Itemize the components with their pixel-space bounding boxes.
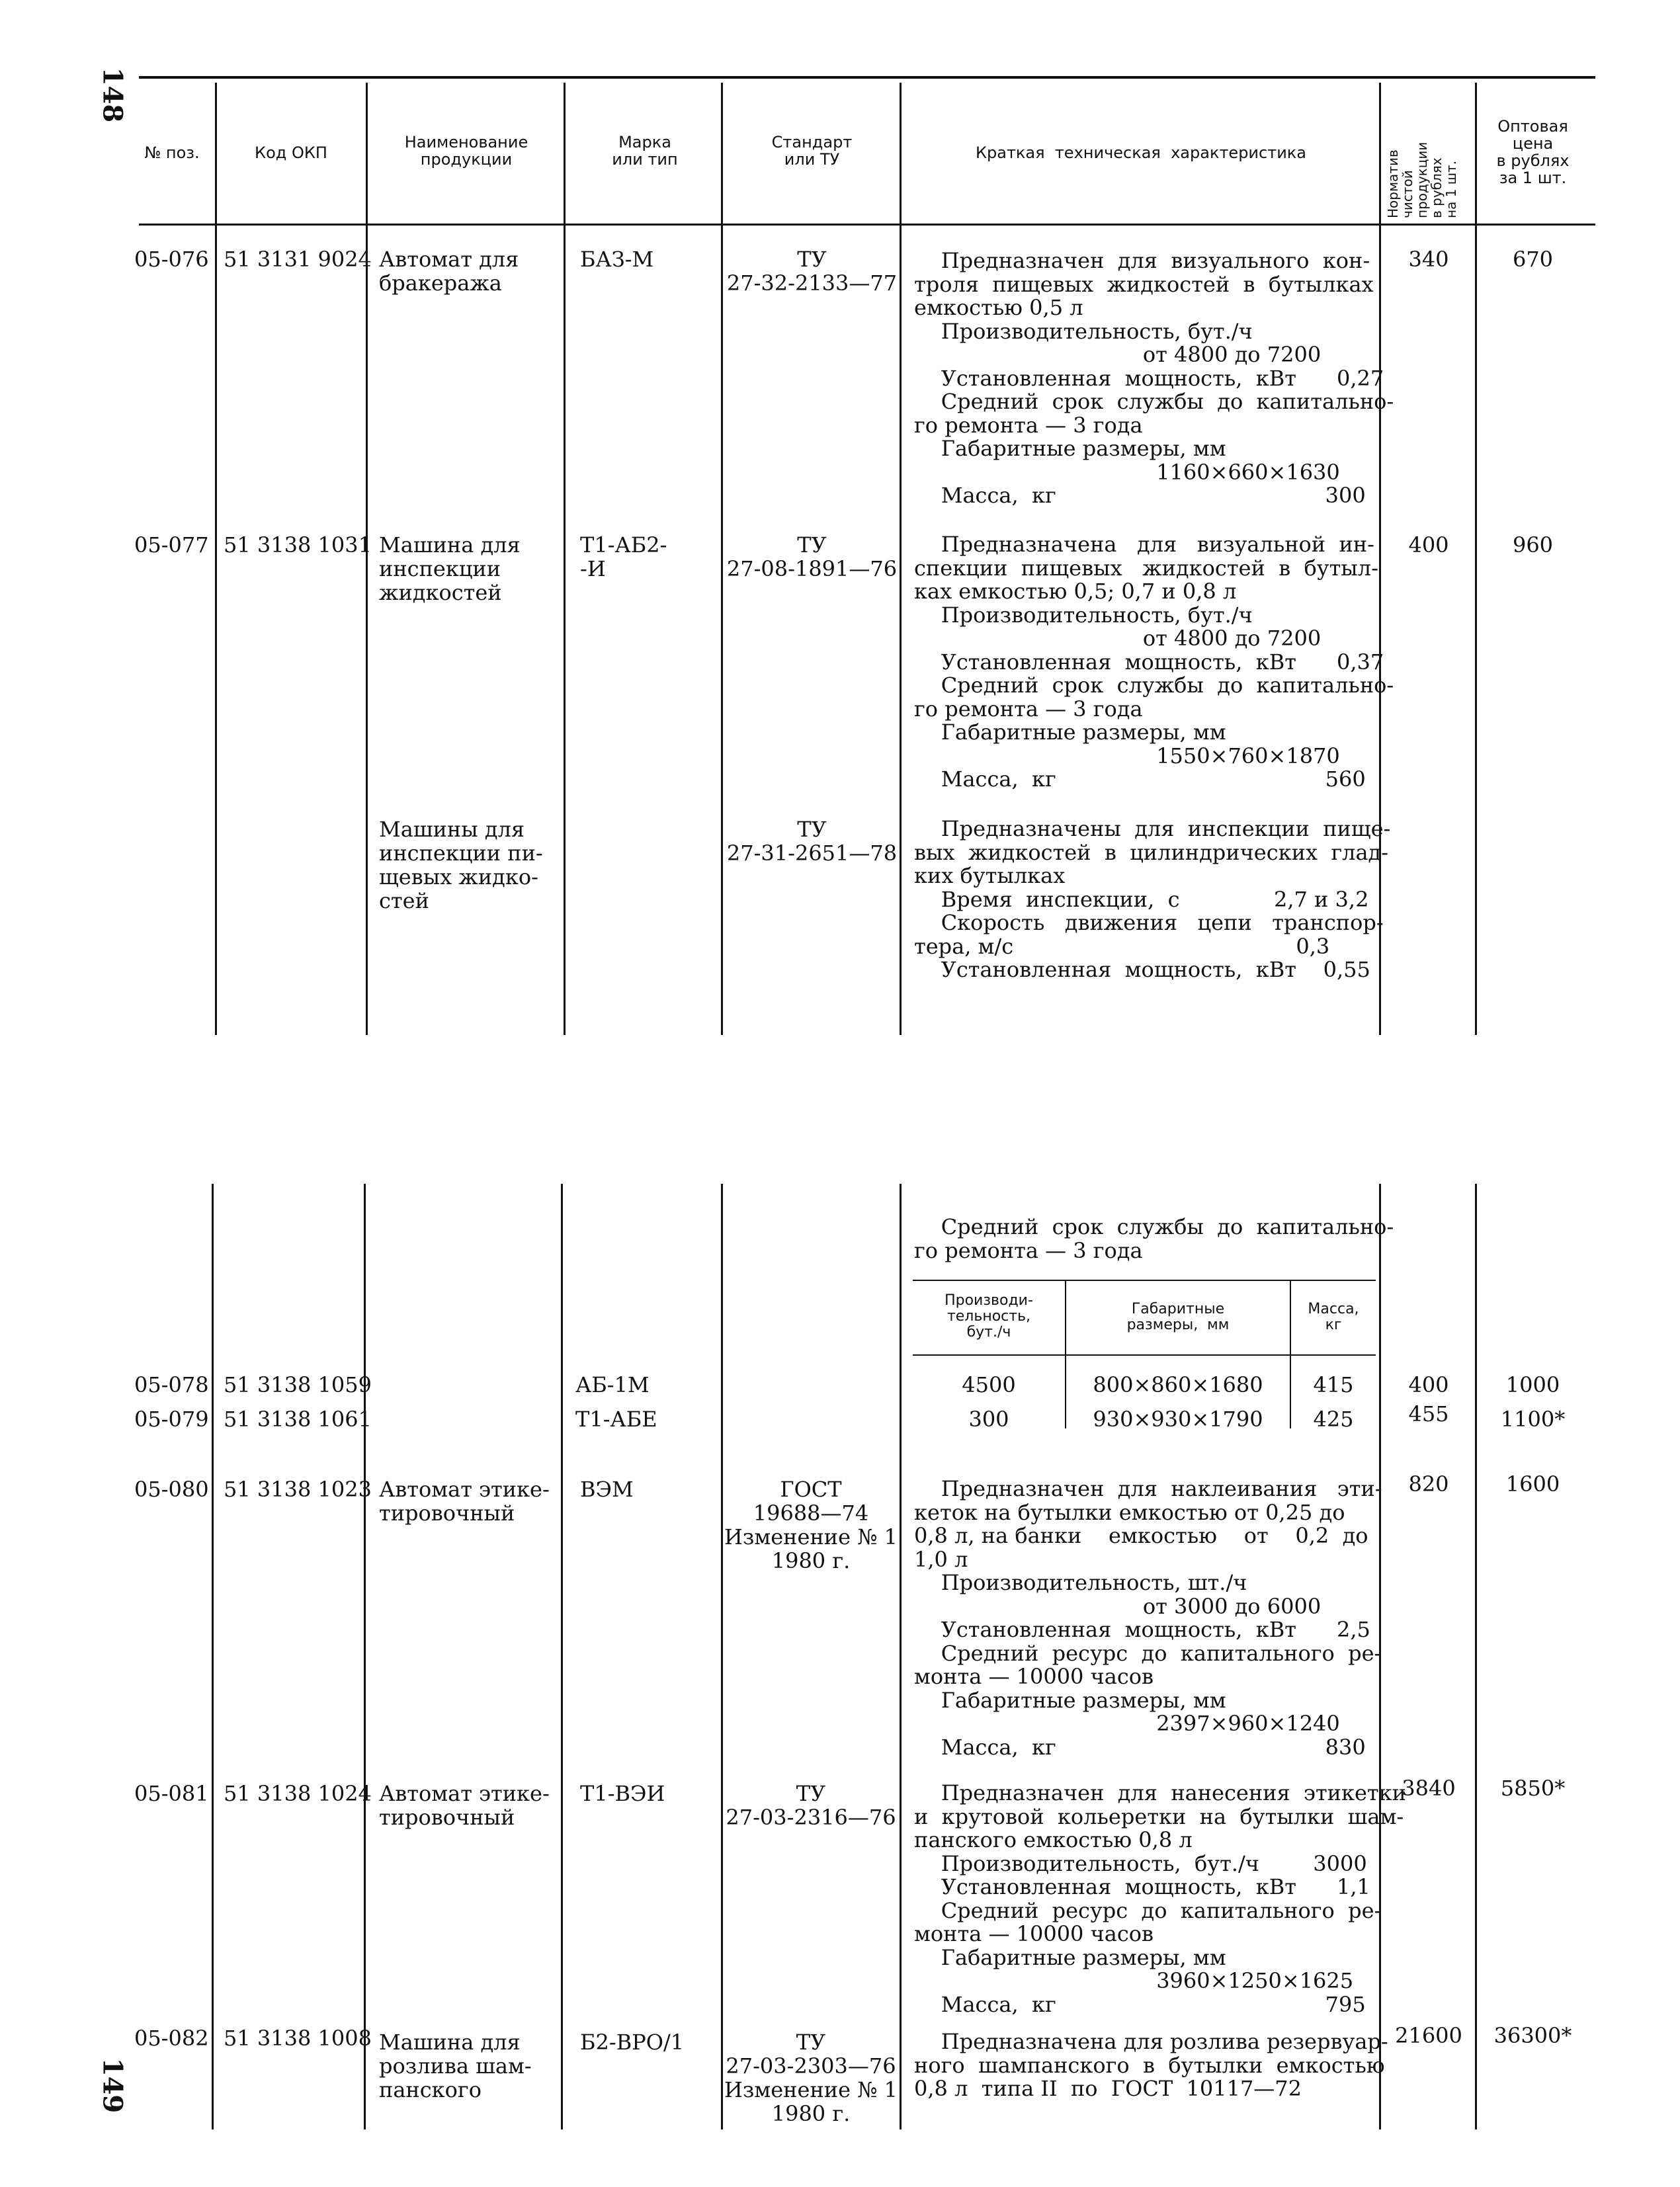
row-standard: ТУ 27-32-2133—77 — [726, 247, 898, 296]
inner-header-prod: Производи- тельность, бут./ч — [945, 1292, 1033, 1341]
row-name: Машина для розлива шам- панского — [379, 2030, 532, 2102]
row-standard: ТУ 27-03-2303—76 Изменение № 1 1980 г. — [724, 2030, 898, 2126]
row-spec: Предназначен для визуального кон- троля пищевых жидкостей в бутылках емкостью 0,5 л Производительность, бут./ч от 4800 до 7200 Установленная мощность, кВт 0,27 Средний срок службы до капитально- го ремонта — 3 года Габаритные размеры, мм 1160×660×1630 Масса, кг 300 — [914, 248, 1394, 508]
row-price: 1000 — [1505, 1372, 1560, 1397]
row-pos: 05-079 — [134, 1407, 209, 1432]
row-spec: Предназначен для нанесения этикетки и крутовой кольеретки на бутылки шам- панского емкостью 0,8 л Производительность, бут./ч 3000 Установленная мощность, кВт 1,1 Средний ресурс до капитального ре- монта — 10000 часов Габаритные размеры, мм 3960×1250×1625 Масса, кг 795 — [914, 1780, 1406, 2017]
page-number-top: 148 — [97, 67, 128, 123]
row-okp: 51 3138 1023 — [224, 1477, 372, 1502]
header-spec: Краткая техническая характеристика — [975, 144, 1307, 162]
row-norm: 3840 — [1402, 1776, 1456, 1801]
row-norm: 820 — [1408, 1471, 1449, 1497]
row-name: Машина для инспекции жидкостей — [379, 532, 521, 605]
row-brand: ВЭМ — [580, 1477, 634, 1502]
row-standard: ГОСТ 19688—74 Изменение № 1 1980 г. — [724, 1477, 898, 1573]
row-mass: 415 — [1313, 1372, 1354, 1397]
header-brand: Марка или тип — [612, 133, 678, 169]
col-divider — [561, 1184, 563, 2129]
row-price: 5850* — [1500, 1776, 1566, 1801]
row-brand: Т1-ВЭИ — [580, 1781, 665, 1806]
col-divider — [721, 83, 723, 1035]
row-pos: 05-080 — [134, 1477, 209, 1502]
row-norm: 455 — [1408, 1401, 1449, 1426]
top-rule — [139, 76, 1595, 79]
row-pos: 05-076 — [134, 247, 209, 272]
row-norm: 21600 — [1395, 2023, 1462, 2048]
row-price: 960 — [1512, 532, 1554, 557]
row-standard: ТУ 27-31-2651—78 — [726, 817, 898, 866]
row-brand: Т1-АБ2- -И — [580, 532, 667, 581]
row-pos: 05-078 — [134, 1372, 209, 1397]
row-spec: Предназначены для инспекции пище- вых жидкостей в цилиндрических глад- ких бутылках Время инспекции, с 2,7 и 3,2 Скорость движения цепи транспор- тера, м/с 0,3 Установленная мощность, кВт 0,55 — [914, 816, 1391, 982]
row-okp: 51 3138 1031 — [224, 532, 372, 557]
col-divider — [900, 83, 902, 1035]
row-okp: 51 3138 1024 — [224, 1781, 372, 1806]
row-price: 1100* — [1500, 1407, 1566, 1432]
continued-spec: Средний срок службы до капитально- го ремонта — 3 года — [914, 1214, 1394, 1263]
row-spec: Предназначен для наклеивания эти- кеток на бутылки емкостью от 0,25 до 0,8 л, на банки емкостью от 0,2 до 1,0 л Производительность, шт./ч от 3000 до 6000 Установленная мощность, кВт 2,5 Средний ресурс до капитального ре- монта — 10000 часов Габаритные размеры, мм 2397×960×1240 Масса, кг 830 — [914, 1476, 1382, 1760]
col-divider — [721, 1184, 723, 2129]
row-okp: 51 3131 9024 — [224, 247, 372, 272]
col-divider — [564, 83, 566, 1035]
row-spec: Предназначена для визуальной ин- спекции пищевых жидкостей в бутыл- ках емкостью 0,5; 0,7 и 0,8 л Производительность, бут./ч от 4800 до 7200 Установленная мощность, кВт 0,37 Средний срок службы до капитально- го ремонта — 3 года Габаритные размеры, мм 1550×760×1870 Масса, кг 560 — [914, 532, 1394, 792]
col-divider — [1475, 1184, 1477, 2129]
col-divider — [900, 1184, 902, 2129]
page-number-bottom: 149 — [97, 2057, 128, 2114]
row-name: Автомат этике- тировочный — [379, 1781, 550, 1830]
row-okp: 51 3138 1061 — [224, 1407, 372, 1432]
row-pos: 05-077 — [134, 532, 209, 557]
header-pos: № поз. — [144, 144, 200, 162]
row-dims: 800×860×1680 — [1093, 1372, 1263, 1397]
row-mass: 425 — [1313, 1407, 1354, 1432]
row-name: Машины для инспекции пи- щевых жидко- стей — [379, 817, 543, 913]
row-norm: 400 — [1408, 532, 1449, 557]
row-price: 670 — [1512, 247, 1554, 272]
row-prod: 4500 — [962, 1372, 1016, 1397]
row-okp: 51 3138 1059 — [224, 1372, 372, 1397]
row-norm: 400 — [1408, 1372, 1449, 1397]
row-okp: 51 3138 1008 — [224, 2026, 372, 2051]
col-divider — [212, 1184, 214, 2129]
row-pos: 05-081 — [134, 1781, 209, 1806]
col-divider — [366, 83, 368, 1035]
header-rule — [139, 224, 1595, 226]
inner-top-rule — [913, 1280, 1376, 1281]
header-standard: Стандарт или ТУ — [771, 133, 853, 169]
row-spec: Предназначена для розлива резервуар- ного шампанского в бутылки емкостью 0,8 л типа II по ГОСТ 10117—72 — [914, 2029, 1388, 2101]
row-standard: ТУ 27-08-1891—76 — [726, 532, 898, 581]
row-name: Автомат для бракеража — [379, 247, 519, 296]
row-brand: Т1-АБЕ — [575, 1407, 657, 1432]
row-price: 36300* — [1493, 2023, 1572, 2048]
header-norm: Норматив чистой продукции в рублях на 1 шт. — [1385, 142, 1459, 218]
header-price: Оптовая цена в рублях за 1 шт. — [1496, 117, 1570, 187]
inner-header-rule — [913, 1354, 1376, 1356]
inner-header-mass: Масса, кг — [1308, 1301, 1359, 1333]
row-name: Автомат этике- тировочный — [379, 1477, 550, 1526]
row-standard: ТУ 27-03-2316—76 — [726, 1781, 896, 1830]
row-brand: АБ-1М — [575, 1372, 650, 1397]
row-dims: 930×930×1790 — [1093, 1407, 1263, 1432]
col-divider — [364, 1184, 366, 2129]
inner-header-dims: Габаритные размеры, мм — [1126, 1301, 1230, 1333]
row-brand: БАЗ-М — [580, 247, 654, 272]
row-norm: 340 — [1408, 247, 1449, 272]
row-price: 1600 — [1505, 1471, 1560, 1497]
header-okp: Код ОКП — [255, 144, 327, 162]
row-brand: Б2-ВРО/1 — [580, 2030, 685, 2055]
row-prod: 300 — [968, 1407, 1009, 1432]
col-divider — [1475, 83, 1477, 1035]
row-pos: 05-082 — [134, 2026, 209, 2051]
col-divider — [215, 83, 217, 1035]
header-name: Наименование продукции — [404, 133, 528, 169]
